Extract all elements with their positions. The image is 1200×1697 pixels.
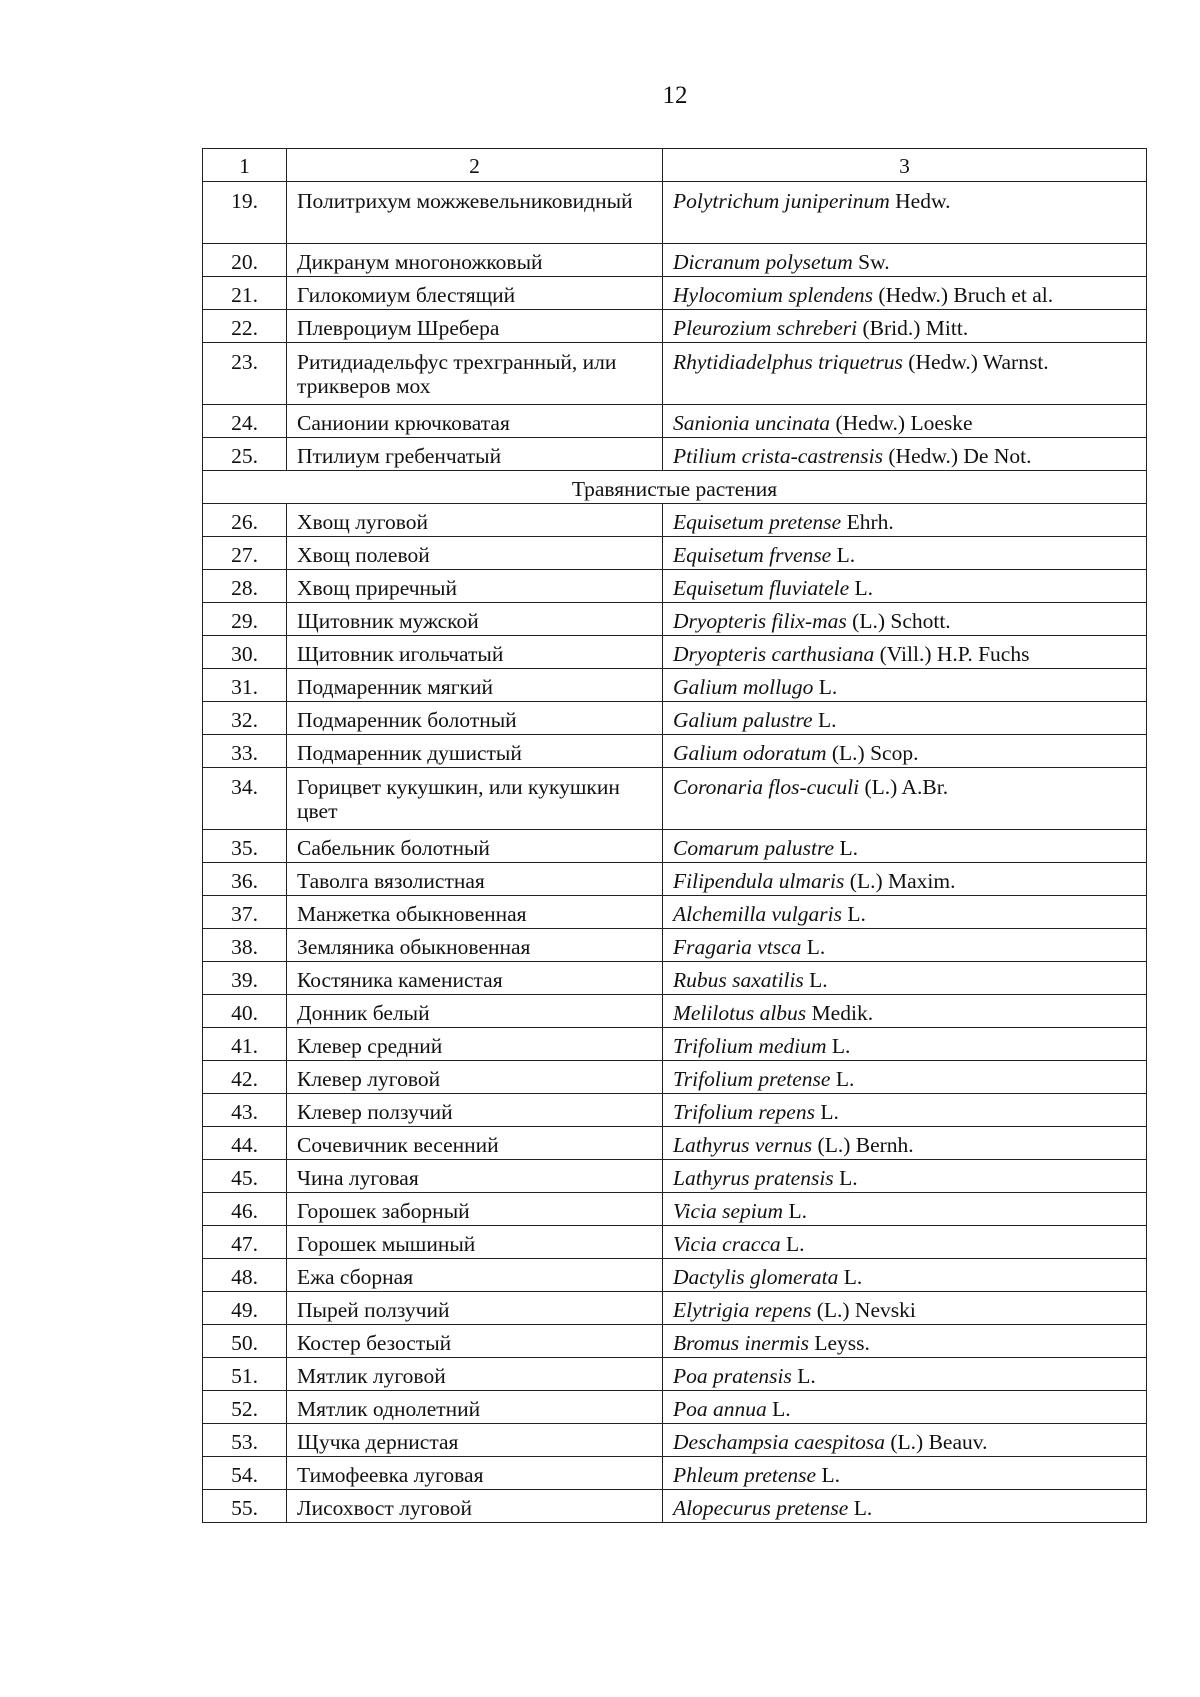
row-number: 49.	[203, 1292, 287, 1325]
table-row	[203, 735, 1147, 768]
russian-name: Тимофеевка луговая	[287, 1457, 663, 1490]
author-citation: L.	[839, 836, 858, 860]
table-row	[203, 537, 1147, 570]
table-row	[203, 636, 1147, 669]
latin-binomial: Elytrigia repens	[673, 1298, 812, 1322]
latin-binomial: Comarum palustre	[673, 836, 835, 860]
latin-name-cell	[663, 669, 1147, 702]
latin-name-cell	[663, 277, 1147, 310]
table-row	[203, 1391, 1147, 1424]
latin-name-cell	[663, 438, 1147, 471]
author-citation: (L.) Nevski	[816, 1298, 916, 1322]
russian-name: Донник белый	[287, 995, 663, 1028]
table-row	[203, 1193, 1147, 1226]
russian-name: Земляника обыкновенная	[287, 929, 663, 962]
russian-name: Хвощ луговой	[287, 504, 663, 537]
species-table-body	[203, 149, 1147, 1523]
row-number: 41.	[203, 1028, 287, 1061]
table-row	[203, 768, 1147, 830]
row-number: 21.	[203, 277, 287, 310]
russian-name: Сабельник болотный	[287, 830, 663, 863]
table-row	[203, 343, 1147, 405]
author-citation: Hedw.	[895, 189, 951, 213]
russian-name: Хвощ приречный	[287, 570, 663, 603]
latin-binomial: Dicranum polysetum	[673, 250, 853, 274]
table-row	[203, 244, 1147, 277]
latin-name-cell	[663, 863, 1147, 896]
author-citation: L.	[839, 1166, 858, 1190]
latin-name-cell	[663, 1028, 1147, 1061]
row-number: 46.	[203, 1193, 287, 1226]
latin-binomial: Trifolium medium	[673, 1034, 827, 1058]
latin-name-cell	[663, 504, 1147, 537]
author-citation: (Hedw.) Warnst.	[908, 350, 1049, 374]
table-row	[203, 1028, 1147, 1061]
row-number: 24.	[203, 405, 287, 438]
header-col-2: 2	[287, 149, 663, 182]
latin-name-cell	[663, 1094, 1147, 1127]
latin-binomial: Rhytidiadelphus triquetrus	[673, 350, 903, 374]
row-number: 31.	[203, 669, 287, 702]
russian-name: Мятлик однолетний	[287, 1391, 663, 1424]
table-row	[203, 438, 1147, 471]
latin-binomial: Bromus inermis	[673, 1331, 809, 1355]
header-col-1: 1	[203, 149, 287, 182]
table-row	[203, 830, 1147, 863]
latin-name-cell	[663, 1259, 1147, 1292]
author-citation: Ehrh.	[846, 510, 894, 534]
author-citation: L.	[809, 968, 828, 992]
latin-name-cell	[663, 343, 1147, 405]
latin-binomial: Alchemilla vulgaris	[673, 902, 842, 926]
russian-name: Таволга вязолистная	[287, 863, 663, 896]
author-citation: L.	[788, 1199, 807, 1223]
table-row	[203, 504, 1147, 537]
author-citation: L.	[806, 935, 826, 959]
author-citation: (L.) Scop.	[831, 741, 919, 765]
russian-name: Горицвет кукушкин, или кукушкин цвет	[287, 768, 663, 830]
table-row	[203, 277, 1147, 310]
russian-name: Дикранум многоножковый	[287, 244, 663, 277]
row-number: 48.	[203, 1259, 287, 1292]
author-citation: L.	[854, 576, 874, 600]
latin-binomial: Coronaria flos-cuculi	[673, 775, 860, 799]
author-citation: L.	[831, 1034, 851, 1058]
table-row	[203, 603, 1147, 636]
table-row	[203, 1094, 1147, 1127]
russian-name: Подмаренник болотный	[287, 702, 663, 735]
latin-binomial: Vicia sepium	[673, 1199, 784, 1223]
latin-binomial: Poa annua	[673, 1397, 767, 1421]
russian-name: Манжетка обыкновенная	[287, 896, 663, 929]
latin-binomial: Equisetum fluviatele	[673, 576, 850, 600]
latin-name-cell	[663, 735, 1147, 768]
latin-name-cell	[663, 896, 1147, 929]
table-row	[203, 1325, 1147, 1358]
russian-name: Плевроциум Шребера	[287, 310, 663, 343]
row-number: 45.	[203, 1160, 287, 1193]
table-row	[203, 1226, 1147, 1259]
row-number: 20.	[203, 244, 287, 277]
latin-binomial: Poa pratensis	[673, 1364, 792, 1388]
row-number: 52.	[203, 1391, 287, 1424]
author-citation: L.	[786, 1232, 805, 1256]
russian-name: Хвощ полевой	[287, 537, 663, 570]
author-citation: (Brid.) Mitt.	[862, 316, 969, 340]
row-number: 43.	[203, 1094, 287, 1127]
russian-name: Щитовник игольчатый	[287, 636, 663, 669]
row-number: 54.	[203, 1457, 287, 1490]
latin-name-cell	[663, 1391, 1147, 1424]
latin-name-cell	[663, 310, 1147, 343]
latin-name-cell	[663, 244, 1147, 277]
latin-binomial: Galium mollugo	[673, 675, 814, 699]
author-citation: L.	[836, 543, 856, 567]
row-number: 40.	[203, 995, 287, 1028]
russian-name: Клевер ползучий	[287, 1094, 663, 1127]
author-citation: (Hedw.) De Not.	[888, 444, 1032, 468]
latin-name-cell	[663, 962, 1147, 995]
row-number: 26.	[203, 504, 287, 537]
author-citation: (L.) A.Br.	[864, 775, 949, 799]
row-number: 47.	[203, 1226, 287, 1259]
author-citation: L.	[847, 902, 866, 926]
latin-name-cell	[663, 1160, 1147, 1193]
latin-name-cell	[663, 1490, 1147, 1523]
table-row	[203, 1424, 1147, 1457]
row-number: 55.	[203, 1490, 287, 1523]
row-number: 42.	[203, 1061, 287, 1094]
section-title: Травянистые растения	[203, 471, 1147, 504]
latin-name-cell	[663, 830, 1147, 863]
section-header-row	[203, 471, 1147, 504]
latin-name-cell	[663, 1325, 1147, 1358]
latin-name-cell	[663, 603, 1147, 636]
latin-binomial: Polytrichum juniperinum	[673, 189, 890, 213]
latin-name-cell	[663, 995, 1147, 1028]
table-row	[203, 1457, 1147, 1490]
table-row	[203, 405, 1147, 438]
latin-binomial: Vicia cracca	[673, 1232, 781, 1256]
russian-name: Горошек мышиный	[287, 1226, 663, 1259]
row-number: 39.	[203, 962, 287, 995]
latin-name-cell	[663, 636, 1147, 669]
author-citation: (L.) Maxim.	[849, 869, 956, 893]
russian-name: Гилокомиум блестящий	[287, 277, 663, 310]
latin-name-cell	[663, 537, 1147, 570]
latin-name-cell	[663, 1061, 1147, 1094]
latin-name-cell	[663, 570, 1147, 603]
latin-binomial: Sanionia uncinata	[673, 411, 831, 435]
author-citation: L.	[772, 1397, 791, 1421]
russian-name: Мятлик луговой	[287, 1358, 663, 1391]
latin-binomial: Galium palustre	[673, 708, 813, 732]
author-citation: L.	[820, 1100, 839, 1124]
author-citation: (L.) Bernh.	[817, 1133, 914, 1157]
russian-name: Щитовник мужской	[287, 603, 663, 636]
latin-name-cell	[663, 1358, 1147, 1391]
russian-name: Пырей ползучий	[287, 1292, 663, 1325]
row-number: 32.	[203, 702, 287, 735]
russian-name: Санионии крючковатая	[287, 405, 663, 438]
author-citation: L.	[853, 1496, 873, 1520]
latin-name-cell	[663, 1127, 1147, 1160]
latin-binomial: Hylocomium splendens	[673, 283, 874, 307]
row-number: 22.	[203, 310, 287, 343]
latin-name-cell	[663, 182, 1147, 244]
row-number: 53.	[203, 1424, 287, 1457]
table-row	[203, 310, 1147, 343]
russian-name: Костяника каменистая	[287, 962, 663, 995]
table-header-row	[203, 149, 1147, 182]
author-citation: Sw.	[858, 250, 890, 274]
table-row	[203, 1160, 1147, 1193]
latin-binomial: Alopecurus pretense	[673, 1496, 849, 1520]
row-number: 50.	[203, 1325, 287, 1358]
table-row	[203, 1061, 1147, 1094]
latin-binomial: Trifolium pretense	[673, 1067, 831, 1091]
table-row	[203, 1259, 1147, 1292]
russian-name: Подмаренник мягкий	[287, 669, 663, 702]
russian-name: Костер безостый	[287, 1325, 663, 1358]
latin-name-cell	[663, 405, 1147, 438]
latin-name-cell	[663, 702, 1147, 735]
row-number: 35.	[203, 830, 287, 863]
row-number: 19.	[203, 182, 287, 244]
russian-name: Ежа сборная	[287, 1259, 663, 1292]
page-number: 12	[662, 82, 688, 109]
latin-binomial: Lathyrus vernus	[673, 1133, 813, 1157]
latin-binomial: Fragaria vtsca	[673, 935, 802, 959]
latin-name-cell	[663, 929, 1147, 962]
latin-binomial: Rubus saxatilis	[673, 968, 804, 992]
author-citation: L.	[797, 1364, 816, 1388]
latin-binomial: Dryopteris carthusiana	[673, 642, 875, 666]
row-number: 27.	[203, 537, 287, 570]
author-citation: Leyss.	[814, 1331, 870, 1355]
russian-name: Щучка дернистая	[287, 1424, 663, 1457]
table-row	[203, 702, 1147, 735]
table-row	[203, 896, 1147, 929]
table-row	[203, 929, 1147, 962]
russian-name: Политрихум можжевельниковидный	[287, 182, 663, 244]
row-number: 29.	[203, 603, 287, 636]
latin-binomial: Equisetum pretense	[673, 510, 842, 534]
author-citation: L.	[843, 1265, 863, 1289]
row-number: 25.	[203, 438, 287, 471]
author-citation: (L.) Beauv.	[890, 1430, 988, 1454]
latin-binomial: Galium odoratum	[673, 741, 827, 765]
latin-name-cell	[663, 768, 1147, 830]
author-citation: Medik.	[811, 1001, 874, 1025]
row-number: 38.	[203, 929, 287, 962]
latin-binomial: Pleurozium schreberi	[673, 316, 858, 340]
latin-name-cell	[663, 1292, 1147, 1325]
latin-binomial: Lathyrus pratensis	[673, 1166, 834, 1190]
latin-binomial: Dactylis glomerata	[673, 1265, 839, 1289]
latin-binomial: Dryopteris filix-mas	[673, 609, 847, 633]
latin-binomial: Deschampsia caespitosa	[673, 1430, 885, 1454]
russian-name: Сочевичник весенний	[287, 1127, 663, 1160]
latin-binomial: Ptilium crista-castrensis	[673, 444, 884, 468]
row-number: 36.	[203, 863, 287, 896]
table-row	[203, 570, 1147, 603]
row-number: 28.	[203, 570, 287, 603]
russian-name: Птилиум гребенчатый	[287, 438, 663, 471]
table-row	[203, 1358, 1147, 1391]
russian-name: Лисохвост луговой	[287, 1490, 663, 1523]
table-row	[203, 962, 1147, 995]
author-citation: (Hedw.) Bruch et al.	[878, 283, 1054, 307]
species-table	[202, 148, 1147, 1523]
latin-binomial: Equisetum frvense	[673, 543, 832, 567]
russian-name: Чина луговая	[287, 1160, 663, 1193]
latin-binomial: Trifolium repens	[673, 1100, 815, 1124]
row-number: 30.	[203, 636, 287, 669]
row-number: 37.	[203, 896, 287, 929]
author-citation: (L.) Schott.	[852, 609, 951, 633]
latin-binomial: Melilotus albus	[673, 1001, 807, 1025]
author-citation: (Hedw.) Loeske	[835, 411, 973, 435]
row-number: 23.	[203, 343, 287, 405]
table-row	[203, 669, 1147, 702]
header-col-3: 3	[663, 149, 1147, 182]
russian-name: Клевер луговой	[287, 1061, 663, 1094]
row-number: 33.	[203, 735, 287, 768]
author-citation: (Vill.) H.P. Fuchs	[879, 642, 1030, 666]
author-citation: L.	[821, 1463, 840, 1487]
latin-binomial: Filipendula ulmaris	[673, 869, 845, 893]
table-row	[203, 1490, 1147, 1523]
latin-name-cell	[663, 1457, 1147, 1490]
latin-name-cell	[663, 1193, 1147, 1226]
latin-name-cell	[663, 1424, 1147, 1457]
row-number: 44.	[203, 1127, 287, 1160]
table-row	[203, 995, 1147, 1028]
latin-name-cell	[663, 1226, 1147, 1259]
row-number: 34.	[203, 768, 287, 830]
russian-name: Клевер средний	[287, 1028, 663, 1061]
russian-name: Подмаренник душистый	[287, 735, 663, 768]
author-citation: L.	[835, 1067, 855, 1091]
author-citation: L.	[817, 708, 837, 732]
russian-name: Горошек заборный	[287, 1193, 663, 1226]
table-row	[203, 863, 1147, 896]
author-citation: L.	[818, 675, 838, 699]
table-row	[203, 1292, 1147, 1325]
latin-binomial: Phleum pretense	[673, 1463, 817, 1487]
table-row	[203, 1127, 1147, 1160]
russian-name: Ритидиадельфус трехгранный, или трикверов мох	[287, 343, 663, 405]
row-number: 51.	[203, 1358, 287, 1391]
table-row	[203, 182, 1147, 244]
